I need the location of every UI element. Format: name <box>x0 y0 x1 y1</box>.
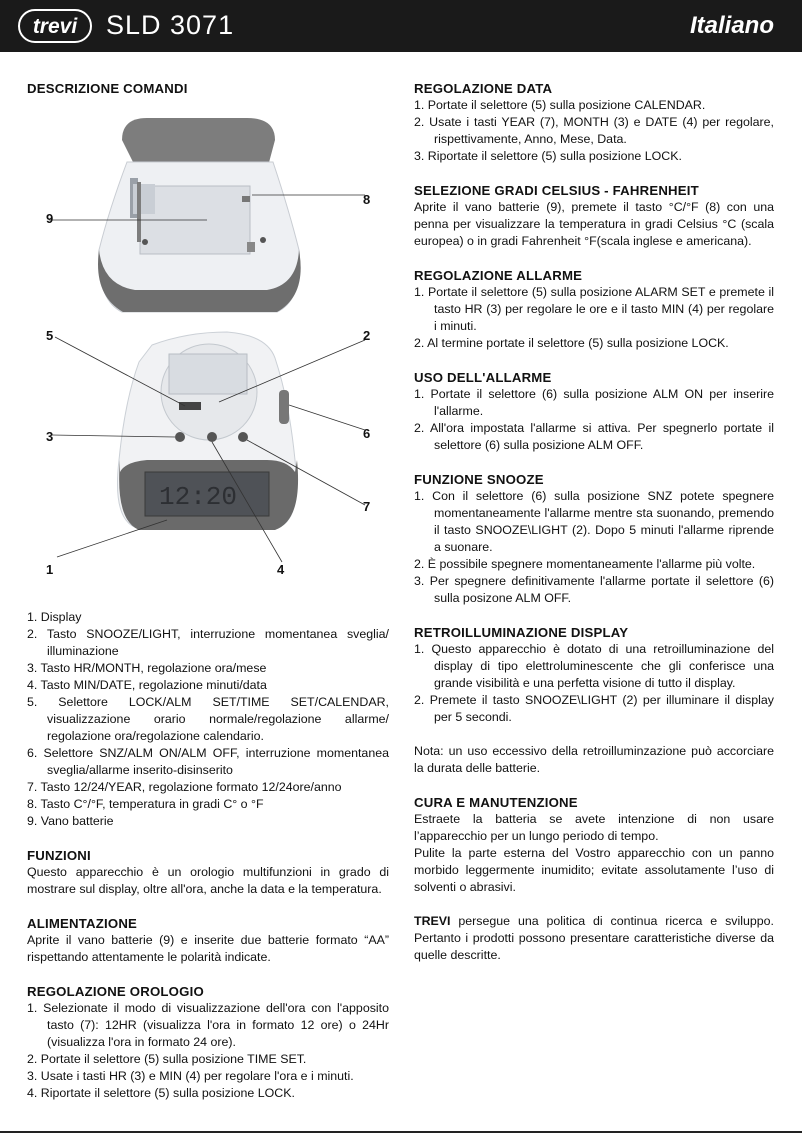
language-label: Italiano <box>689 12 774 39</box>
list-item: 1. Display <box>27 610 82 624</box>
list-item: 1. Portate il selettore (5) sulla posizione ALARM SET e premete il tasto HR (3) per regolare le ore e il tasto MIN (4) per regolare i minuti. <box>414 285 774 333</box>
list-item: 2. Al termine portate il selettore (5) sulla posizione LOCK. <box>414 336 729 350</box>
list-item: 1. Selezionate il modo di visualizzazione dell'ora con l'apposito tasto (7): 12HR (visualizza l'ora in formato 12 ore) o 24Hr (visualizza l'ora in formato 24 ore). <box>27 1001 389 1049</box>
cura-text-2: Pulite la parte esterna del Vostro apparecchio con un panno morbido leggermente inumidito; evitate assolutamente l’uso di solventi o abrasivi. <box>414 846 774 894</box>
orologio-list <box>27 1000 389 1102</box>
list-item: 6. Selettore SNZ/ALM ON/ALM OFF, interruzione momentanea sveglia/allarme inserito-disinserito <box>27 746 389 777</box>
retro-title: RETROILLUMINAZIONE DISPLAY <box>414 625 629 640</box>
celsius-title: SELEZIONE GRADI CELSIUS - FAHRENHEIT <box>414 183 699 198</box>
celsius-text: Aprite il vano batterie (9), premete il tasto °C/°F (8) con una penna per visualizzare la temperatura in gradi Celsius °C (scala europea) o in gradi Fahrenheit °F(scala inglese e americana). <box>414 200 774 248</box>
orologio-title: REGOLAZIONE OROLOGIO <box>27 984 204 999</box>
callout-1: 1 <box>46 562 54 577</box>
list-item: 2. Portate il selettore (5) sulla posizione TIME SET. <box>27 1052 307 1066</box>
list-item: 2. Premete il tasto SNOOZE\LIGHT (2) per illuminare il display per 5 secondi. <box>414 693 774 724</box>
list-item: 1. Con il selettore (6) sulla posizione SNZ potete spegnere momentaneamente l'allarme mentre sta suonando, premendo il tasto SNOOZE\LIGHT (2). Dopo 5 minuti l'allarme riprende a suonare. <box>414 489 774 554</box>
list-item: 5. Selettore LOCK/ALM SET/TIME SET/CALENDAR, visualizzazione orario normale/regolazione allarme/ regolazione ora/regolazione calendario. <box>27 695 389 743</box>
list-item: 2. Tasto SNOOZE/LIGHT, interruzione momentanea sveglia/ illuminazione <box>27 627 389 658</box>
page-header <box>0 0 802 52</box>
list-item: 7. Tasto 12/24/YEAR, regolazione formato 12/24ore/anno <box>27 780 342 794</box>
allarme-uso-list <box>414 386 774 454</box>
allarme-reg-list <box>414 284 774 352</box>
list-item: 3. Usate i tasti HR (3) e MIN (4) per regolare l'ora e i minuti. <box>27 1069 354 1083</box>
allarme-reg-title: REGOLAZIONE ALLARME <box>414 268 583 283</box>
list-item: 2. All'ora impostata l'allarme si attiva. Per spegnerlo portate il selettore (6) sulla posizione ALM OFF. <box>414 421 774 452</box>
descrizione-list <box>27 609 389 830</box>
device-front-view <box>117 332 298 530</box>
list-item: 4. Riportate il selettore (5) sulla posizione LOCK. <box>27 1086 295 1100</box>
callout-3: 3 <box>46 429 54 444</box>
descrizione-title: DESCRIZIONE COMANDI <box>27 81 188 96</box>
callout-5: 5 <box>46 328 54 343</box>
callout-7: 7 <box>363 499 371 514</box>
footer-rule <box>0 1131 802 1133</box>
device-back-view <box>98 118 301 312</box>
list-item: 1. Portate il selettore (6) sulla posizione ALM ON per inserire l'allarme. <box>414 387 774 418</box>
callout-2: 2 <box>363 328 371 343</box>
trevi-note-text: persegue una politica di continua ricerca e sviluppo. Pertanto i prodotti possono presentare caratteristiche diverse da quelle descritte. <box>414 914 774 962</box>
funzioni-title: FUNZIONI <box>27 848 91 863</box>
callout-4: 4 <box>277 562 285 577</box>
allarme-uso-title: USO DELL'ALLARME <box>414 370 552 385</box>
trevi-logo: trevi <box>18 9 92 43</box>
left-column-body <box>27 609 389 1102</box>
snooze-list <box>414 488 774 607</box>
clock-illustration <box>27 100 389 600</box>
list-item: 2. È possibile spegnere momentaneamente l'allarme più volte. <box>414 557 756 571</box>
retro-list <box>414 641 774 726</box>
list-item: 4. Tasto MIN/DATE, regolazione minuti/data <box>27 678 267 692</box>
callout-8: 8 <box>363 192 371 207</box>
callout-6: 6 <box>363 426 371 441</box>
model-name: SLD 3071 <box>106 10 235 40</box>
right-column <box>414 80 774 964</box>
product-diagram <box>27 100 389 600</box>
retro-nota: Nota: un uso eccessivo della retroilluminzazione può accorciare la durata delle batterie. <box>414 744 774 775</box>
snooze-title: FUNZIONE SNOOZE <box>414 472 544 487</box>
cura-text-1: Estraete la batteria se avete intenzione di non usare l’apparecchio per un lungo periodo di tempo. <box>414 812 774 843</box>
cura-title: CURA E MANUTENZIONE <box>414 795 578 810</box>
data-title: REGOLAZIONE DATA <box>414 81 553 96</box>
alimentazione-title: ALIMENTAZIONE <box>27 916 138 931</box>
list-item: 1. Questo apparecchio è dotato di una retroilluminazione del display di tipo elettroluminescente che gli conferisce una grande visibilità e una perfetta visione di tutto il display. <box>414 642 774 690</box>
list-item: 3. Tasto HR/MONTH, regolazione ora/mese <box>27 661 267 675</box>
trevi-note <box>414 913 774 964</box>
list-item: 8. Tasto C°/°F, temperatura in gradi C° o °F <box>27 797 264 811</box>
data-list <box>414 97 774 165</box>
left-column <box>27 80 389 97</box>
trevi-brand: TREVI <box>414 914 451 928</box>
list-item: 1. Portate il selettore (5) sulla posizione CALENDAR. <box>414 98 706 112</box>
list-item: 3. Per spegnere definitivamente l'allarme portate il selettore (6) sulla posizone ALM OFF. <box>414 574 774 605</box>
funzioni-text: Questo apparecchio è un orologio multifunzioni in grado di mostrare sul display, oltre all'ora, anche la data e la temperatura. <box>27 865 389 896</box>
alimentazione-text: Aprite il vano batterie (9) e inserite due batterie formato “AA” rispettando attentamente le polarità indicate. <box>27 933 389 964</box>
callout-9: 9 <box>46 211 54 226</box>
list-item: 2. Usate i tasti YEAR (7), MONTH (3) e DATE (4) per regolare, rispettivamente, Anno, Mese, Data. <box>414 115 774 146</box>
list-item: 3. Riportate il selettore (5) sulla posizione LOCK. <box>414 149 682 163</box>
list-item: 9. Vano batterie <box>27 814 114 828</box>
svg-text:12:20: 12:20 <box>159 482 238 512</box>
